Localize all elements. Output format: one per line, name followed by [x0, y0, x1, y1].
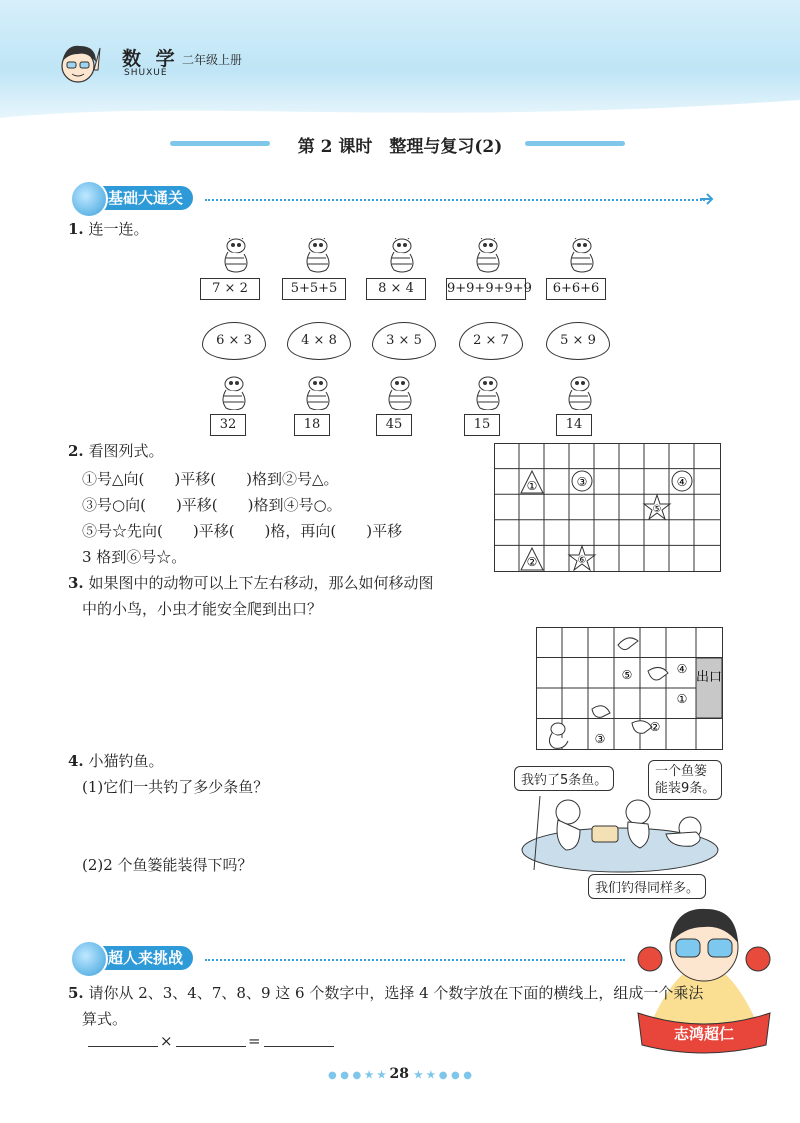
fishing-cats-illustration — [510, 790, 720, 880]
q4-sub1: (1)它们一共钓了多少条鱼？ — [82, 778, 269, 796]
q1-bottom-item — [210, 376, 258, 436]
lesson-title: 第 2 课时 整理与复习(2) — [297, 137, 503, 157]
caterpillar-icon — [210, 376, 258, 410]
q2-grid-label: ⑥ — [577, 555, 587, 566]
q1-prompt — [68, 216, 148, 242]
caterpillar-icon — [556, 376, 604, 410]
q2-prompt — [68, 438, 163, 464]
answer-blank-3[interactable] — [264, 1046, 334, 1047]
mascot-badge-text: 志鸿超仁 — [673, 1025, 735, 1043]
q3-grid-label: ③ — [594, 732, 606, 746]
q2-line: ①号△向( )平移( )格到②号△。 — [82, 470, 339, 488]
q1-top-item — [282, 238, 350, 300]
grade-label: 二年级上册 — [182, 53, 243, 67]
q1-leaf: 6 × 3 — [202, 322, 266, 360]
q3-line: 中的小鸟，小虫才能安全爬到出口？ — [82, 600, 323, 618]
q5-line: 请你从 2、3、4、7、8、9 这 6 个数字中，选择 4 个数字放在下面的横线上，组成一个乘法 — [88, 984, 704, 1002]
stars-left-icon: ● ● ● ★ ★ — [328, 1070, 390, 1081]
q1-text: 连一连。 — [88, 220, 149, 238]
header-wave — [0, 88, 800, 128]
q1-bottom-row — [210, 376, 630, 436]
q2-line: ③号○向( )平移( )格到④号○。 — [82, 496, 342, 514]
q3-prompt — [68, 570, 488, 622]
speech-bubble-2 — [648, 760, 722, 800]
section-basic-badge — [74, 186, 193, 210]
q1-bottom-box: 18 — [294, 414, 330, 436]
q2-grid-label: ③ — [576, 475, 588, 489]
q4-prompt — [68, 748, 163, 774]
caterpillar-icon — [446, 238, 526, 274]
times-sign: × — [160, 1032, 173, 1050]
section-basic-label: 基础大通关 — [108, 189, 184, 207]
answer-blank-2[interactable] — [176, 1046, 246, 1047]
q1-top-box: 8 × 4 — [366, 278, 426, 300]
q5-prompt — [68, 980, 728, 1032]
q1-top-item — [366, 238, 434, 300]
q3-grid — [536, 627, 724, 751]
q1-bottom-item — [464, 376, 512, 436]
mascot-logo-icon — [56, 40, 102, 86]
caterpillar-icon — [200, 238, 268, 274]
exit-label — [696, 669, 722, 685]
section-challenge-badge — [74, 946, 193, 970]
q3-grid-label: ① — [676, 692, 688, 706]
answer-blank-1[interactable] — [88, 1046, 158, 1047]
caterpillar-icon — [294, 376, 342, 410]
speech-bubble-2-line: 一个鱼篓 — [655, 764, 708, 779]
q4-text: 小猫钓鱼。 — [88, 752, 164, 770]
q2-grid-label: ④ — [676, 475, 688, 489]
q2-line: 3 格到⑥号☆。 — [82, 548, 187, 566]
q3-grid-label: ⑤ — [621, 668, 633, 682]
section-divider — [205, 959, 625, 961]
stars-right-icon: ★ ★ ● ● ● — [413, 1070, 472, 1081]
caterpillar-icon — [464, 376, 512, 410]
subject-label: 数 学 — [122, 48, 179, 70]
q1-bottom-box: 15 — [464, 414, 500, 436]
q1-bottom-item — [294, 376, 342, 436]
robot-icon — [70, 940, 108, 978]
q3-line: 如果图中的动物可以上下左右移动，那么如何移动图 — [88, 574, 434, 592]
page-number-text: 28 — [389, 1066, 410, 1082]
q1-bottom-item — [376, 376, 424, 436]
q4-number: 4. — [68, 752, 84, 770]
caterpillar-icon — [282, 238, 350, 274]
q1-leaf: 3 × 5 — [372, 322, 436, 360]
q1-top-box: 6+6+6 — [546, 278, 606, 300]
q1-top-item — [546, 238, 614, 300]
q4-sub2: (2)2 个鱼篓能装得下吗？ — [82, 856, 253, 874]
equals-sign: = — [248, 1032, 261, 1050]
q5-line: 算式。 — [82, 1010, 128, 1028]
q1-bottom-box: 14 — [556, 414, 592, 436]
q1-leaf: 4 × 8 — [287, 322, 351, 360]
speech-bubble-2-line: 能装9条。 — [655, 781, 716, 796]
mascot-superhero-icon — [630, 885, 778, 1060]
q1-number: 1. — [68, 220, 84, 238]
caterpillar-icon — [546, 238, 614, 274]
caterpillar-icon — [366, 238, 434, 274]
q2-grid — [494, 443, 722, 573]
q3-grid-label: ② — [649, 720, 661, 734]
subject-pinyin: SHUXUE — [124, 68, 168, 78]
q3-number: 3. — [68, 574, 84, 592]
caterpillar-icon — [376, 376, 424, 410]
q1-top-row — [200, 238, 620, 298]
q2-text: 看图列式。 — [88, 442, 164, 460]
q1-top-box: 5+5+5 — [282, 278, 346, 300]
q1-top-box: 9+9+9+9+9 — [446, 278, 526, 300]
q2-number: 2. — [68, 442, 84, 460]
q1-bottom-box: 45 — [376, 414, 412, 436]
q1-bottom-item — [556, 376, 604, 436]
exit-label-text: 出口 — [695, 670, 723, 685]
section-challenge-label: 超人来挑战 — [108, 949, 184, 967]
q1-top-item — [446, 238, 532, 300]
exit-cell — [696, 658, 722, 718]
q1-bottom-box: 32 — [210, 414, 246, 436]
q1-top-box: 7 × 2 — [200, 278, 260, 300]
section-divider — [205, 199, 705, 201]
q1-top-item — [200, 238, 268, 300]
q1-leaf: 5 × 9 — [546, 322, 610, 360]
speech-bubble-3: 我们钓得同样多。 — [588, 874, 706, 899]
globe-icon — [70, 180, 108, 218]
speech-bubble-1: 我钓了5条鱼。 — [514, 766, 614, 791]
q2-grid-label: ② — [526, 555, 538, 569]
q3-grid-label: ④ — [676, 662, 688, 676]
q2-lines — [82, 466, 492, 570]
q5-number: 5. — [68, 984, 84, 1002]
q2-grid-label: ⑤ — [652, 504, 662, 515]
q1-leaf: 2 × 7 — [459, 322, 523, 360]
q2-line: ⑤号☆先向( )平移( )格，再向( )平移 — [82, 522, 403, 540]
arrow-icon — [700, 193, 714, 205]
q2-grid-label: ① — [526, 479, 538, 493]
page-number — [0, 1066, 800, 1082]
